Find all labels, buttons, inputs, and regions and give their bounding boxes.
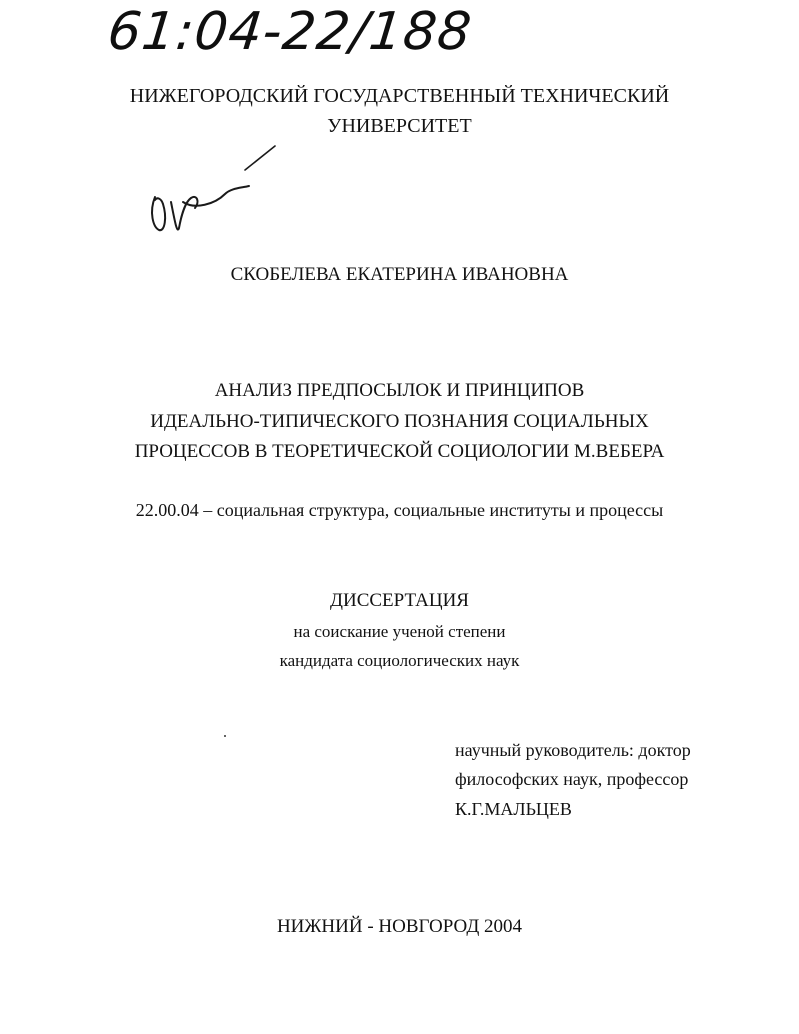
dissertation-title-line1: АНАЛИЗ ПРЕДПОСЫЛОК И ПРИНЦИПОВ — [214, 380, 585, 401]
author-name: СКОБЕЛЕВА ЕКАТЕРИНА ИВАНОВНА — [230, 264, 569, 285]
supervisor-name: К.Г.МАЛЬЦЕВ — [455, 799, 572, 819]
supervisor-line2: философских наук, профессор — [455, 769, 689, 789]
handwritten-signature — [145, 142, 285, 242]
dissertation-title-line2: ИДЕАЛЬНО-ТИПИЧЕСКОГО ПОЗНАНИЯ СОЦИАЛЬНЫХ — [150, 411, 649, 432]
degree-line2: кандидата социологических наук — [279, 651, 520, 670]
scan-speck — [224, 735, 226, 737]
supervisor-line1: научный руководитель: доктор — [455, 740, 691, 760]
place-and-year: НИЖНИЙ - НОВГОРОД 2004 — [276, 916, 523, 937]
university-name-line2: УНИВЕРСИТЕТ — [327, 115, 472, 137]
university-name-line1: НИЖЕГОРОДСКИЙ ГОСУДАРСТВЕННЫЙ ТЕХНИЧЕСКИЙ — [129, 85, 670, 107]
degree-line1: на соискание ученой степени — [293, 622, 506, 641]
specialty-code: 22.00.04 – социальная структура, социальные институты и процессы — [135, 500, 664, 520]
dissertation-title-line3: ПРОЦЕССОВ В ТЕОРЕТИЧЕСКОЙ СОЦИОЛОГИИ М.ВЕБЕРА — [134, 441, 665, 462]
degree-heading: ДИССЕРТАЦИЯ — [330, 590, 469, 611]
archive-number-handwritten: 61:04-22/188 — [104, 2, 475, 62]
